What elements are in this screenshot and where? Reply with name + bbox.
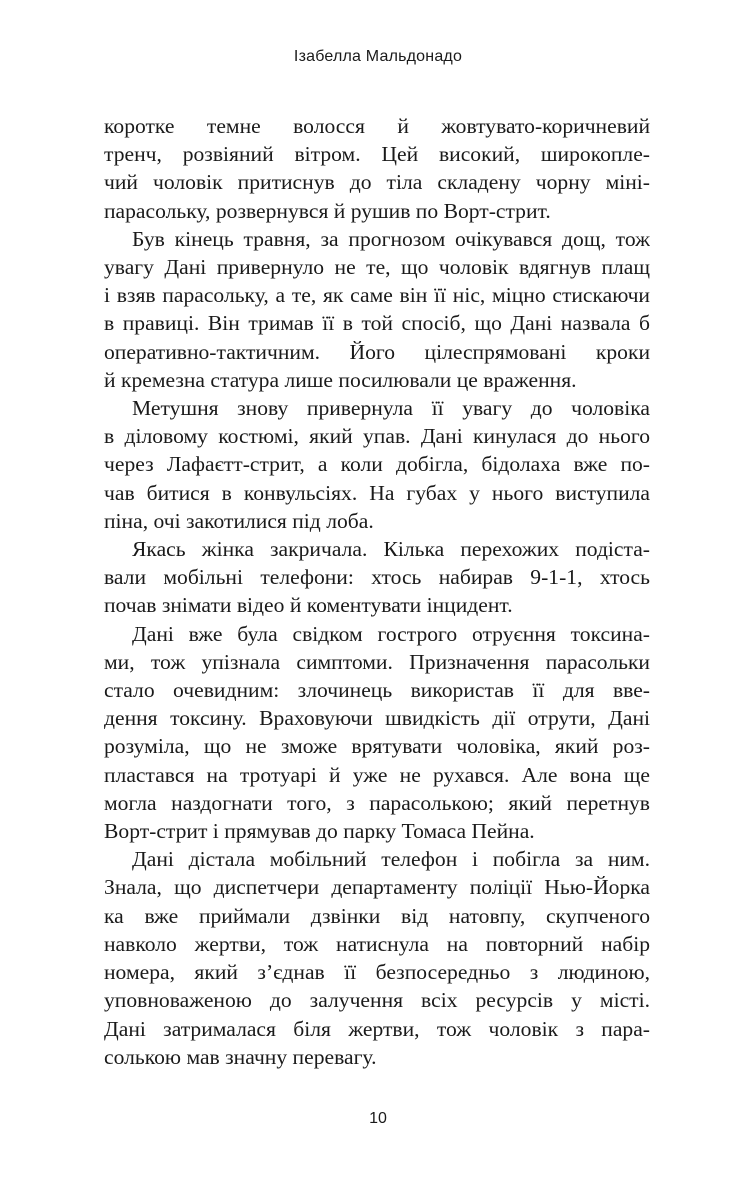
text-line: почав знімати відео й коментувати інцидент. [104,593,513,618]
text-line: і взяв парасольку, а те, як саме він її ніс, міцно стискаючи [104,283,650,308]
text-line: Знала, що диспетчери департаменту поліції Нью-Йорка [104,875,650,900]
running-header-author: Ізабелла Мальдонадо [293,48,463,65]
text-line: номера, який з’єднав її безпосередньо з людиною, [104,960,650,985]
text-line: ка вже приймали дзвінки від натовпу, скупченого [104,903,650,928]
text-line: й кремезна статура лише посилювали це враження. [104,367,577,392]
text-line: парасольку, розвернувся й рушив по Ворт-стрит. [104,198,551,223]
text-line: навколо жертви, тож натиснула на повторний набір [104,931,650,956]
text-line: Ворт-стрит і прямував до парку Томаса Пейна. [104,819,535,844]
text-line: піна, очі закотилися під лоба. [104,508,374,533]
text-line: вали мобільні телефони: хтось набирав 9-1-1, хтось [104,565,650,590]
paragraph [104,845,650,1071]
paragraph [104,112,650,225]
body-text [104,112,650,1071]
text-line: чий чоловік притиснув до тіла складену чорну міні- [104,170,650,195]
text-line: Метушня знову привернула її увагу до чоловіка [132,396,650,421]
paragraph [104,225,650,394]
text-line: Якась жінка закричала. Кілька перехожих подіста- [132,537,650,562]
text-line: коротке темне волосся й жовтувато-коричневий [104,114,650,138]
text-line: могла наздогнати того, з парасолькою; який перетнув [104,790,650,815]
text-line: уповноваженою до залучення всіх ресурсів у місті. [104,988,650,1013]
text-line: Був кінець травня, за прогнозом очікувався дощ, тож [132,226,650,251]
text-line: в діловому костюмі, який упав. Дані кинулася до нього [104,424,650,449]
text-line: чав битися в конвульсіях. На губах у нього виступила [104,480,650,505]
text-line: солькою мав значну перевагу. [104,1044,377,1069]
text-line: Дані вже була свідком гострого отруєння токсина- [132,621,650,646]
text-line: пластався на тротуарі й уже не рухався. Але вона ще [104,762,650,787]
paragraph [104,535,650,620]
paragraph [104,620,650,846]
text-line: через Лафаєтт-стрит, а коли добігла, бідолаха вже по- [104,452,650,477]
page-number: 10 [369,1110,387,1127]
text-line: стало очевидним: злочинець використав її для вве- [104,678,650,703]
text-line: увагу Дані привернуло не те, що чоловік вдягнув плащ [104,255,650,280]
text-line: в правиці. Він тримав її в той спосіб, що Дані назвала б [104,311,650,336]
text-line: ми, тож упізнала симптоми. Призначення парасольки [104,649,650,674]
text-line: оперативно-тактичним. Його цілеспрямовані кроки [104,339,650,364]
text-line: розуміла, що не зможе врятувати чоловіка, який роз- [104,734,650,759]
text-line: Дані дістала мобільний телефон і побігла за ним. [132,847,650,872]
text-line: дення токсину. Враховуючи швидкість дії отрути, Дані [104,706,650,731]
text-line: тренч, розвіяний вітром. Цей високий, широкопле- [104,142,650,167]
paragraph [104,394,650,535]
text-line: Дані затрималася біля жертви, тож чоловік з пара- [104,1016,650,1041]
